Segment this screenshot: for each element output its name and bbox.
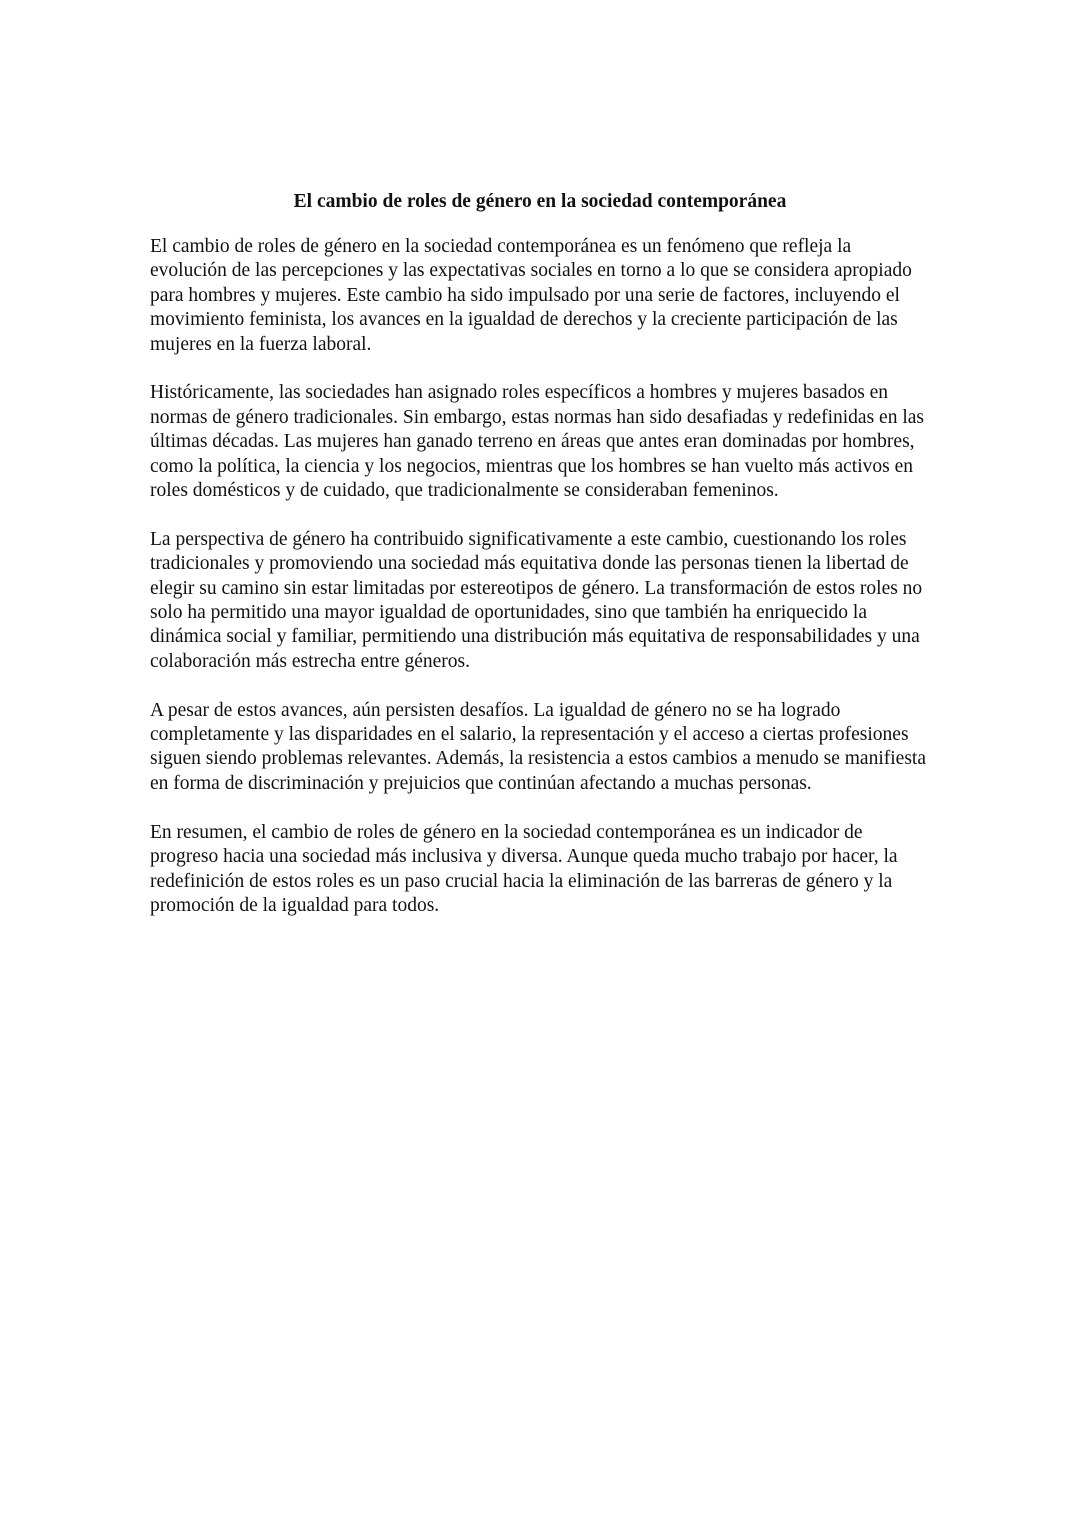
- paragraph-5: En resumen, el cambio de roles de género en la sociedad contemporánea es un indicador de progreso hacia una sociedad más inclusiva y diversa. Aunque queda mucho trabajo por hacer, la redefinición de estos roles es un paso crucial hacia la eliminación de las barreras de género y la promoción de la igualdad para todos.: [150, 821, 898, 916]
- paragraph-1: El cambio de roles de género en la sociedad contemporánea es un fenómeno que refleja la evolución de las percepciones y las expectativas sociales en torno a lo que se considera apropiado para hombres y mujeres. Este cambio ha sido impulsado por una serie de factores, incluyendo el movimiento feminista, los avances en la igualdad de derechos y la creciente participación de las mujeres en la fuerza laboral.: [150, 236, 912, 355]
- document-title: El cambio de roles de género en la sociedad contemporánea: [293, 191, 787, 212]
- paragraph-2: Históricamente, las sociedades han asignado roles específicos a hombres y mujeres basados en normas de género tradicionales. Sin embargo, estas normas han sido desafiadas y redefinidas en las últimas décadas. Las mujeres han ganado terreno en áreas que antes eran dominadas por hombres, como la política, la ciencia y los negocios, mientras que los hombres se han vuelto más activos en roles domésticos y de cuidado, que tradicionalmente se consideraban femeninos.: [150, 382, 924, 502]
- document-page: [150, 188, 930, 943]
- paragraph-3: La perspectiva de género ha contribuido significativamente a este cambio, cuestionando los roles tradicionales y promoviendo una sociedad más equitativa donde las personas tienen la libertad de elegir su camino sin estar limitadas por estereotipos de género. La transformación de estos roles no solo ha permitido una mayor igualdad de oportunidades, sino que también ha enriquecido la dinámica social y familiar, permitiendo una distribución más equitativa de responsabilidades y una colaboración más estrecha entre géneros.: [150, 528, 923, 672]
- document-body: [150, 235, 930, 918]
- paragraph-4: A pesar de estos avances, aún persisten desafíos. La igualdad de género no se ha logrado completamente y las disparidades en el salario, la representación y el acceso a ciertas profesiones siguen siendo problemas relevantes. Además, la resistencia a estos cambios a menudo se manifiesta en forma de discriminación y prejuicios que continúan afectando a muchas personas.: [150, 699, 926, 794]
